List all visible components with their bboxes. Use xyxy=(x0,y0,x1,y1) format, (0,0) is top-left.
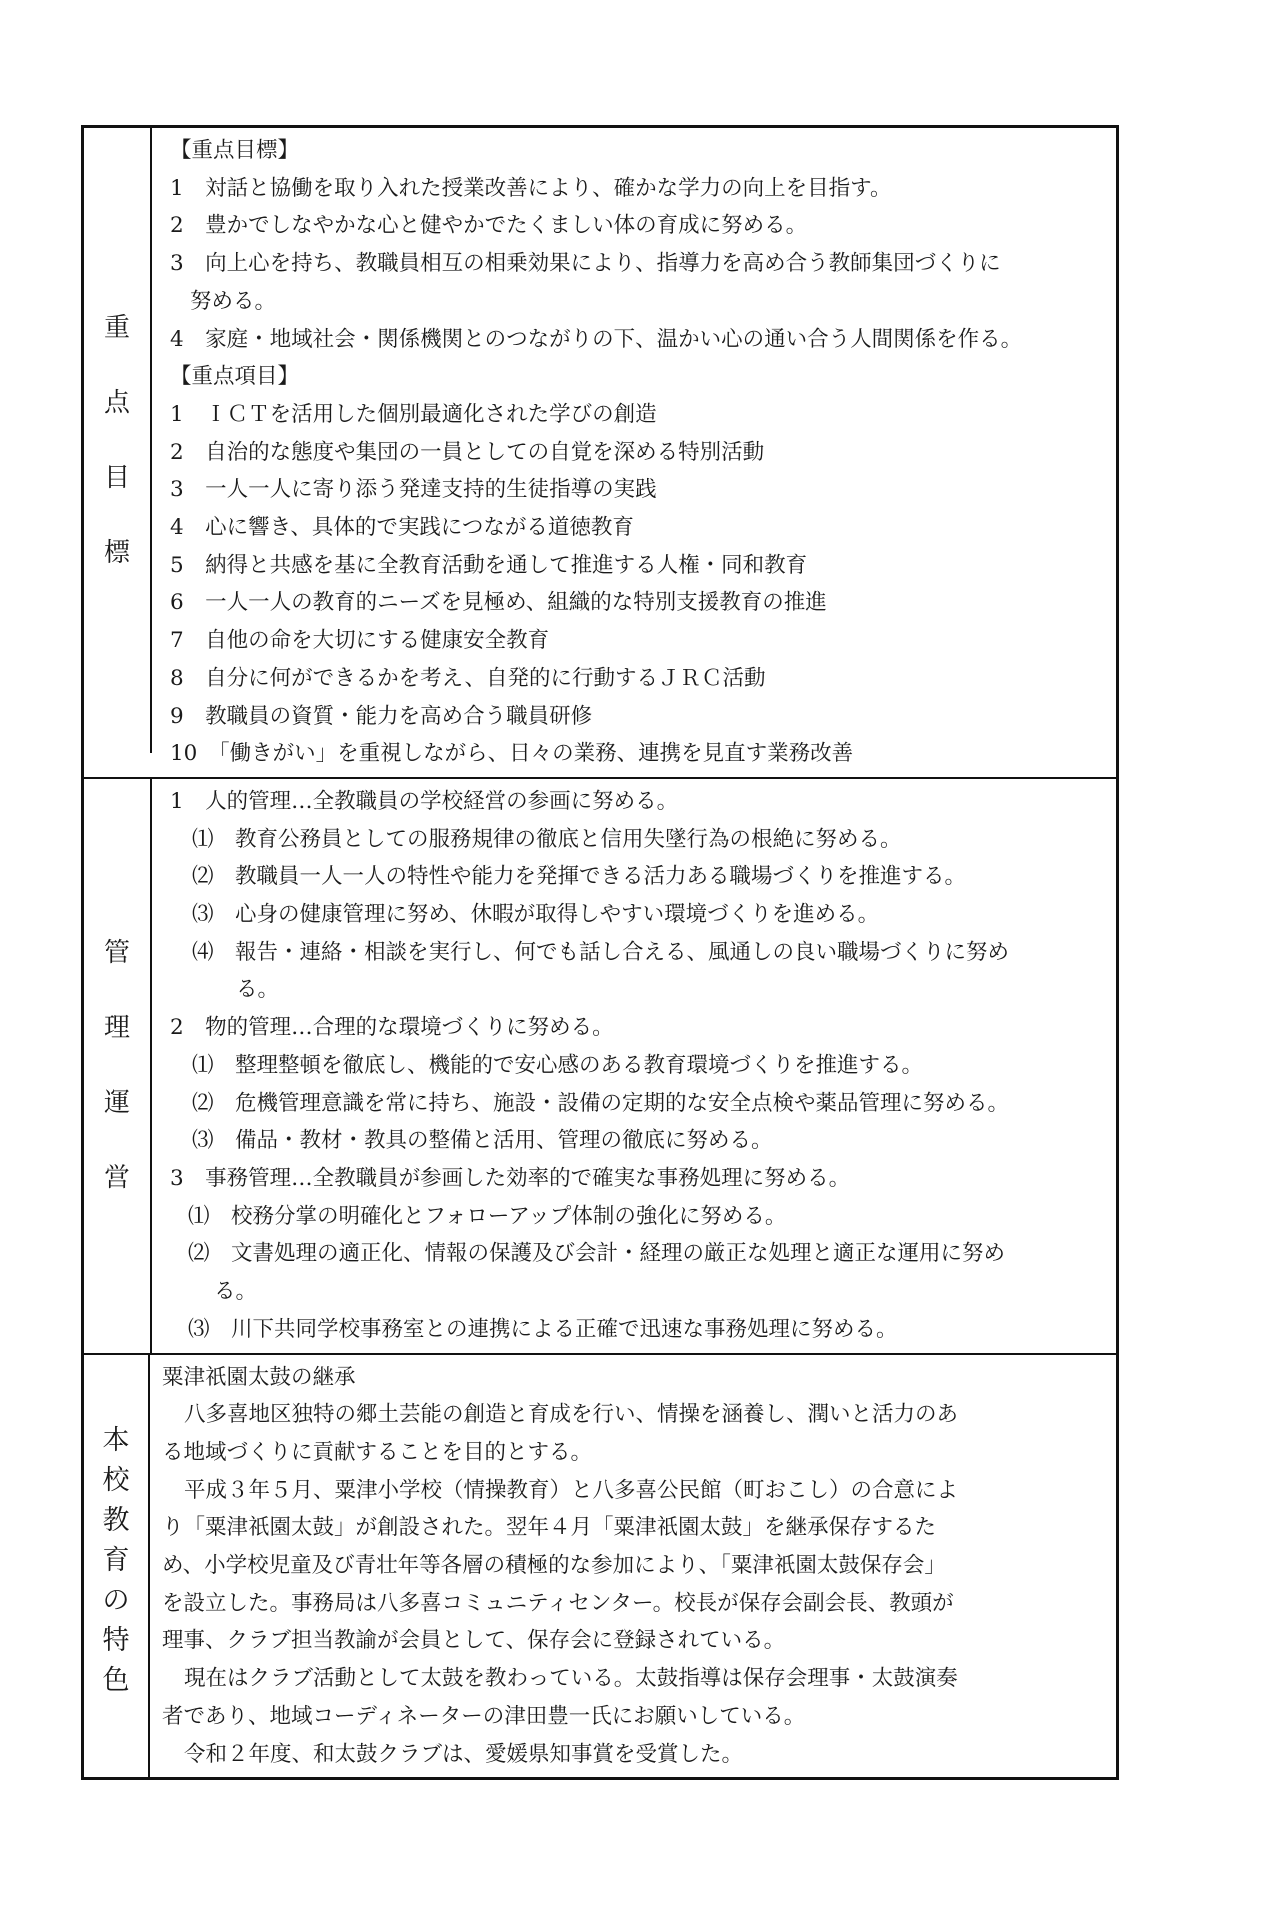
section-content xyxy=(152,779,1116,1353)
list-item: 1 対話と協働を取り入れた授業改善により、確かな学力の向上を目指す。 xyxy=(170,175,892,201)
section-label xyxy=(84,128,152,753)
label-char: 運 xyxy=(103,1087,130,1118)
paragraph-line: 平成３年５月、粟津小学校（情操教育）と八多喜公民館（町おこし）の合意によ xyxy=(184,1477,959,1503)
paragraph-line: 者であり、地域コーディネーターの津田豊一氏にお願いしている。 xyxy=(162,1703,806,1729)
list-item: 5 納得と共感を基に全教育活動を通して推進する人権・同和教育 xyxy=(170,552,808,578)
section-content xyxy=(152,128,1116,777)
heading-focus-goals: 【重点目標】 xyxy=(170,138,300,163)
list-item: 2 物的管理…合理的な環境づくりに努める。 xyxy=(170,1015,614,1041)
list-item: 4 家庭・地域社会・関係機関とのつながりの下、温かい心の通い合う人間関係を作る。 xyxy=(170,326,1023,352)
section-management xyxy=(84,779,1116,1355)
paragraph-line: 理事、クラブ担当教諭が会員として、保存会に登録されている。 xyxy=(162,1628,786,1654)
list-item: 4 心に響き、具体的で実践につながる道徳教育 xyxy=(170,515,634,541)
sub-item: ⑴ 校務分掌の明確化とフォローアップ体制の強化に努める。 xyxy=(188,1203,787,1229)
sub-item: ⑶ 備品・教材・教具の整備と活用、管理の徹底に努める。 xyxy=(192,1128,773,1154)
heading-focus-items: 【重点項目】 xyxy=(170,364,300,390)
sub-item: ⑷ 報告・連絡・相談を実行し、何でも話し合える、風通しの良い職場づくりに努め xyxy=(192,939,1010,965)
list-item: 1 ＩＣＴを活用した個別最適化された学びの創造 xyxy=(170,401,657,427)
label-char: 特 xyxy=(102,1624,130,1656)
list-item: 7 自他の命を大切にする健康安全教育 xyxy=(170,628,550,654)
section-school-features xyxy=(84,1355,1116,1778)
label-char: 目 xyxy=(103,462,130,493)
paragraph-line: 令和２年度、和太鼓クラブは、愛媛県知事賞を受賞した。 xyxy=(184,1741,744,1767)
label-char: 育 xyxy=(102,1544,130,1576)
label-char: 営 xyxy=(103,1162,130,1193)
label-char: 校 xyxy=(102,1464,130,1496)
paragraph-line: 八多喜地区独特の郷土芸能の創造と育成を行い、情操を涵養し、潤いと活力のあ xyxy=(184,1402,959,1428)
list-item: 2 自治的な態度や集団の一員としての自覚を深める特別活動 xyxy=(170,439,765,465)
sub-item: ⑵ 文書処理の適正化、情報の保護及び会計・経理の厳正な処理と適正な運用に努め xyxy=(188,1241,1006,1267)
list-item: 10 「働きがい」を重視しながら、日々の業務、連携を見直す業務改善 xyxy=(170,741,854,767)
sub-item: ⑶ 川下共同学校事務室との連携による正確で迅速な事務処理に努める。 xyxy=(188,1316,898,1342)
label-char: 重 xyxy=(103,312,130,343)
list-item: 3 事務管理…全教職員が参画した効率的で確実な事務処理に努める。 xyxy=(170,1165,851,1191)
label-char: 色 xyxy=(102,1664,130,1696)
paragraph-line: 現在はクラブ活動として太鼓を教わっている。太鼓指導は保存会理事・太鼓演奏 xyxy=(184,1666,958,1692)
school-plan-table xyxy=(81,125,1119,1780)
label-char: 理 xyxy=(103,1012,130,1043)
paragraph-line: り「粟津祇園太鼓」が創設された。翌年４月「粟津祇園太鼓」を継承保存するた xyxy=(162,1515,937,1541)
sub-item-continuation: る。 xyxy=(214,1279,258,1305)
list-item: 1 人的管理…全教職員の学校経営の参画に努める。 xyxy=(170,788,679,814)
paragraph-line: を設立した。事務局は八多喜コミュニティセンター。校長が保存会副会長、教頭が xyxy=(162,1590,954,1616)
sub-item: ⑴ 教育公務員としての服務規律の徹底と信用失墜行為の根絶に努める。 xyxy=(192,826,902,852)
label-char: 点 xyxy=(103,387,130,418)
list-item: 3 向上心を持ち、教職員相互の相乗効果により、指導力を高め合う教師集団づくりに xyxy=(170,251,1001,277)
list-item-continuation: 努める。 xyxy=(190,288,277,314)
sub-item: ⑶ 心身の健康管理に努め、休暇が取得しやすい環境づくりを進める。 xyxy=(192,902,880,928)
list-item: 2 豊かでしなやかな心と健やかでたくましい体の育成に努める。 xyxy=(170,213,808,239)
sub-item: ⑵ 危機管理意識を常に持ち、施設・設備の定期的な安全点検や薬品管理に努める。 xyxy=(192,1090,1010,1116)
label-char: 管 xyxy=(103,937,130,968)
feature-title: 粟津祇園太鼓の継承 xyxy=(162,1364,356,1390)
paragraph-line: る地域づくりに貢献することを目的とする。 xyxy=(162,1439,593,1465)
section-content xyxy=(150,1355,1116,1778)
list-item: 6 一人一人の教育的ニーズを見極め、組織的な特別支援教育の推進 xyxy=(170,590,827,616)
section-label xyxy=(84,1355,150,1778)
sub-item: ⑴ 整理整頓を徹底し、機能的で安心感のある教育環境づくりを推進する。 xyxy=(192,1052,924,1078)
list-item: 3 一人一人に寄り添う発達支持的生徒指導の実践 xyxy=(170,477,657,503)
label-char: 標 xyxy=(103,537,130,568)
list-item: 8 自分に何ができるかを考え、自発的に行動するＪＲＣ活動 xyxy=(170,665,766,691)
sub-item: ⑵ 教職員一人一人の特性や能力を発揮できる活力ある職場づくりを推進する。 xyxy=(192,864,967,890)
label-char: 教 xyxy=(102,1504,130,1536)
sub-item-continuation: る。 xyxy=(236,977,280,1003)
list-item: 9 教職員の資質・能力を高め合う職員研修 xyxy=(170,703,593,729)
label-char: の xyxy=(102,1584,130,1616)
section-focus-goals xyxy=(84,128,1116,779)
paragraph-line: め、小学校児童及び青壮年等各層の積極的な参加により、「粟津祇園太鼓保存会」 xyxy=(162,1553,946,1579)
label-char: 本 xyxy=(102,1424,130,1456)
section-label xyxy=(84,779,152,1353)
